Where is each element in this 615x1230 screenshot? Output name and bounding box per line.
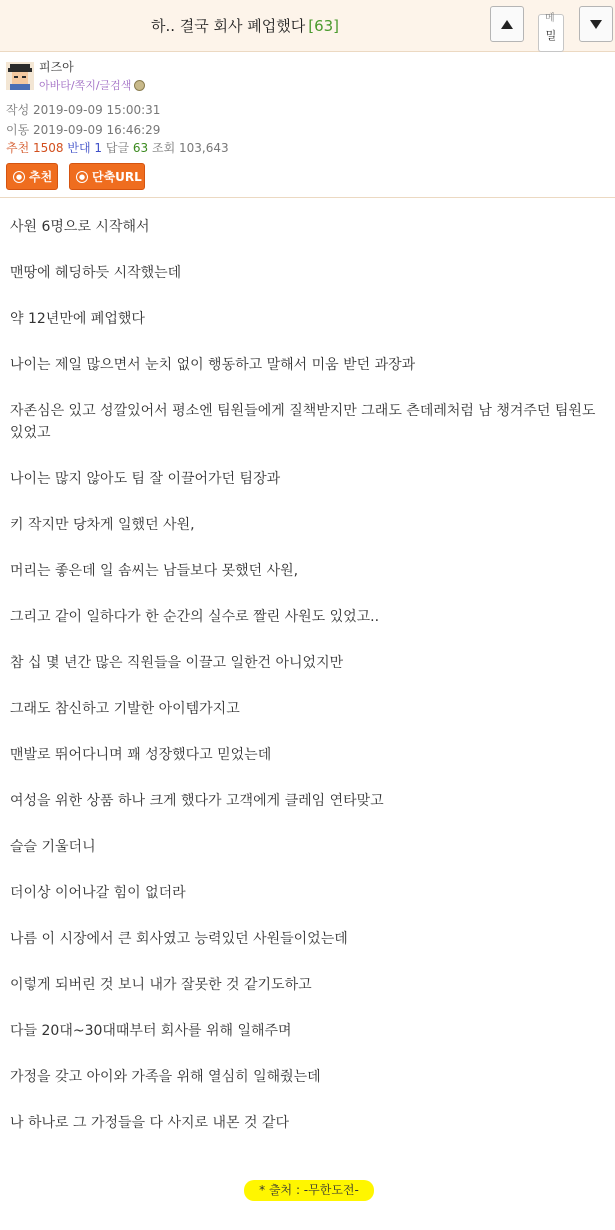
body-paragraph: 슬슬 기울더니 [10,839,96,855]
body-paragraph: 참 십 몇 년간 많은 직원들을 이끌고 일한건 아니었지만 [10,655,344,671]
body-paragraph: 다들 20대~30대때부터 회사를 위해 일해주며 [10,1023,292,1039]
post-title-text: 하.. 결국 회사 폐업했다 [150,17,306,35]
scroll-up-button[interactable] [490,6,524,42]
author-nickname[interactable]: 피즈아 [39,60,74,74]
views-label: 조회 [152,141,176,155]
body-paragraph: 나이는 제일 많으면서 눈치 없이 행동하고 말해서 미움 받던 과장과 [10,357,416,373]
body-paragraph: 자존심은 있고 성깔있어서 평소엔 팀원들에게 질책받지만 그래도 츤데레처럼 남 챙겨주던 팀원도 있었고 [10,403,596,441]
scroll-down-button[interactable] [579,6,613,42]
body-paragraph: 머리는 좋은데 일 솜씨는 남들보다 못했던 사원, [10,563,299,579]
link-icon: ● [76,171,88,183]
reply-label: 답글 [105,141,130,155]
avatar[interactable] [6,62,34,90]
body-paragraph: 그리고 같이 일하다가 한 순간의 실수로 짤린 사원도 있었고.. [10,609,380,625]
recommend-count: 1508 [33,141,64,155]
short-url-button[interactable] [69,163,145,190]
post-header [0,0,615,52]
recommend-button-label: 추천 [29,170,53,184]
body-paragraph: 가정을 갖고 아이와 가족을 위해 열심히 일해줬는데 [10,1069,321,1085]
short-url-button-label: 단축URL [92,170,142,184]
memo-tab-label: 밀 [545,29,557,42]
memo-tab-peek: 메 [545,13,555,24]
body-paragraph: 여성을 위한 상품 하나 크게 했다가 고객에게 클레임 연타맞고 [10,793,384,809]
post-body [10,216,610,1158]
body-paragraph: 나 하나로 그 가정들을 다 사지로 내몬 것 같다 [10,1115,290,1131]
memo-tab[interactable] [538,14,564,52]
divider [0,197,615,198]
body-paragraph: 나이는 많지 않아도 팀 잘 이끌어가던 팀장과 [10,471,281,487]
arrow-up-icon [501,20,513,29]
recommend-button[interactable] [6,163,58,190]
body-paragraph: 맨땅에 헤딩하듯 시작했는데 [10,265,182,281]
body-paragraph: 나름 이 시장에서 큰 회사였고 능력있던 사원들이었는데 [10,931,348,947]
moved-date: 이동 2019-09-09 16:46:29 [6,123,161,137]
post-stats [6,139,229,156]
views-count: 103,643 [179,141,229,155]
source-credit: * 출처 : -무한도전- [244,1180,374,1201]
oppose-count: 1 [94,141,103,155]
arrow-down-icon [590,20,602,29]
created-date: 작성 2019-09-09 15:00:31 [6,103,161,117]
body-paragraph: 키 작지만 당차게 일했던 사원, [10,517,195,533]
oppose-label: 반대 [67,141,91,155]
body-paragraph: 이렇게 되버린 것 보니 내가 잘못한 것 같기도하고 [10,977,312,993]
body-paragraph: 사원 6명으로 시작해서 [10,219,150,235]
comment-count[interactable]: [63] [308,17,340,35]
body-paragraph: 약 12년만에 폐업했다 [10,311,145,327]
recommend-icon: ● [13,171,25,183]
post-title [0,15,490,36]
level-icon [134,80,145,91]
body-paragraph: 맨발로 뛰어다니며 꽤 성장했다고 믿었는데 [10,747,272,763]
body-paragraph: 그래도 참신하고 기발한 아이템가지고 [10,701,240,717]
author-links-text[interactable]: 아바타/쪽지/글검색 [39,79,132,92]
body-paragraph: 더이상 이어나갈 힘이 없더라 [10,885,186,901]
author-links [39,77,145,93]
reply-count: 63 [132,141,149,155]
recommend-label: 추천 [6,141,30,155]
